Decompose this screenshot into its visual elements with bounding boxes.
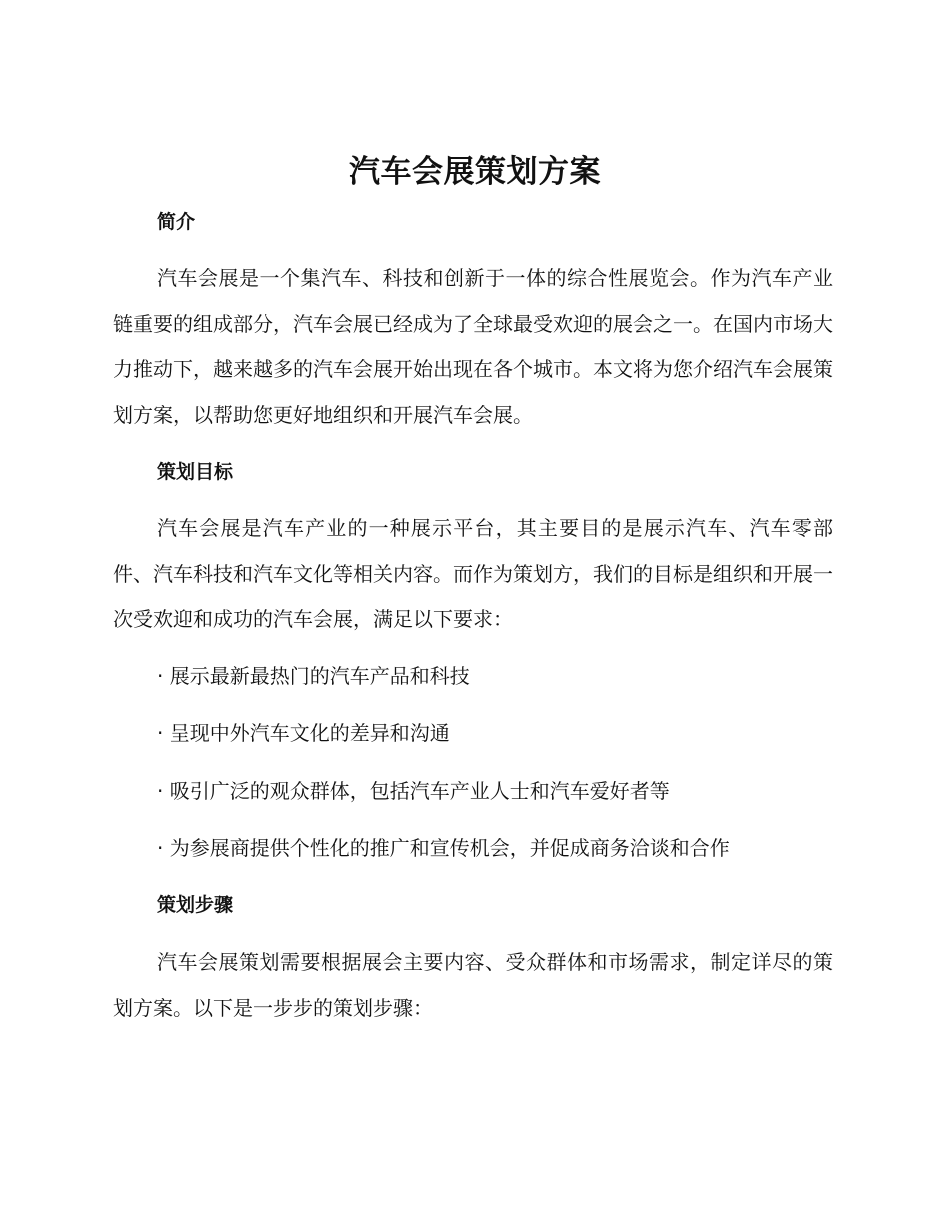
goal-bullet-item: · 吸引广泛的观众群体，包括汽车产业人士和汽车爱好者等 [157,779,670,803]
section-heading-steps: 策划步骤 [157,894,234,916]
section-paragraph-intro: 汽车会展是一个集汽车、科技和创新于一体的综合性展览会。作为汽车产业链重要的组成部分，汽车会展已经成为了全球最受欢迎的展会之一。在国内市场大力推动下，越来越多的汽车会展开始出现在各个城市。本文将为您介绍汽车会展策划方案，以帮助您更好地组织和开展汽车会展。 [113,266,833,427]
goal-bullet-item: · 展示最新最热门的汽车产品和科技 [157,664,470,688]
goal-bullet-item: · 为参展商提供个性化的推广和宣传机会，并促成商务洽谈和合作 [157,836,730,860]
section-paragraph-steps: 汽车会展策划需要根据展会主要内容、受众群体和市场需求，制定详尽的策划方案。以下是一步步的策划步骤： [113,950,833,1020]
section-heading-goals: 策划目标 [157,461,234,483]
goal-bullet-item: · 呈现中外汽车文化的差异和沟通 [157,721,450,745]
section-heading-intro: 简介 [157,211,196,233]
document-title: 汽车会展策划方案 [349,154,601,190]
section-paragraph-goals: 汽车会展是汽车产业的一种展示平台，其主要目的是展示汽车、汽车零部件、汽车科技和汽车文化等相关内容。而作为策划方，我们的目标是组织和开展一次受欢迎和成功的汽车会展，满足以下要求： [113,516,833,631]
